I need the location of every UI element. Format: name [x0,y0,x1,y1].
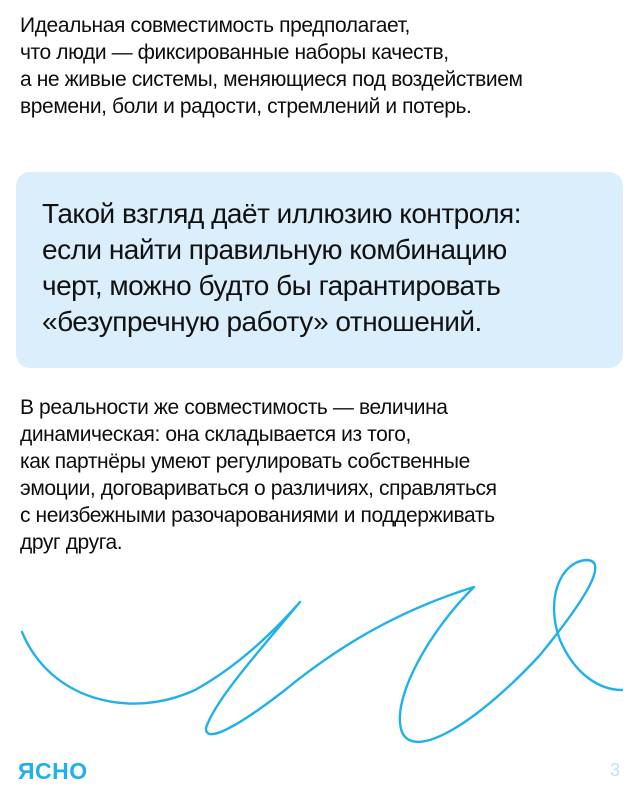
callout-text: Такой взгляд даёт иллюзию контроля: если найти правильную комбинацию черт, можно будто бы гарантировать «безупречную работу» отношений. [42,198,521,337]
body-paragraph: В реальности же совместимость — величина динамическая: она складывается из того, как партнёры умеют регулировать собственные эмоции, договариваться о различиях, справляться с неизбежными разочарованиями и поддерживать друг друга. [20,396,497,554]
intro-paragraph: Идеальная совместимость предполагает, что люди — фиксированные наборы качеств, а не живые системы, меняющиеся под воздействием времени, боли и радости, стремлений и потерь. [20,14,523,118]
brand-logo: ЯСНО [18,758,88,784]
page-number: 3 [609,760,620,780]
